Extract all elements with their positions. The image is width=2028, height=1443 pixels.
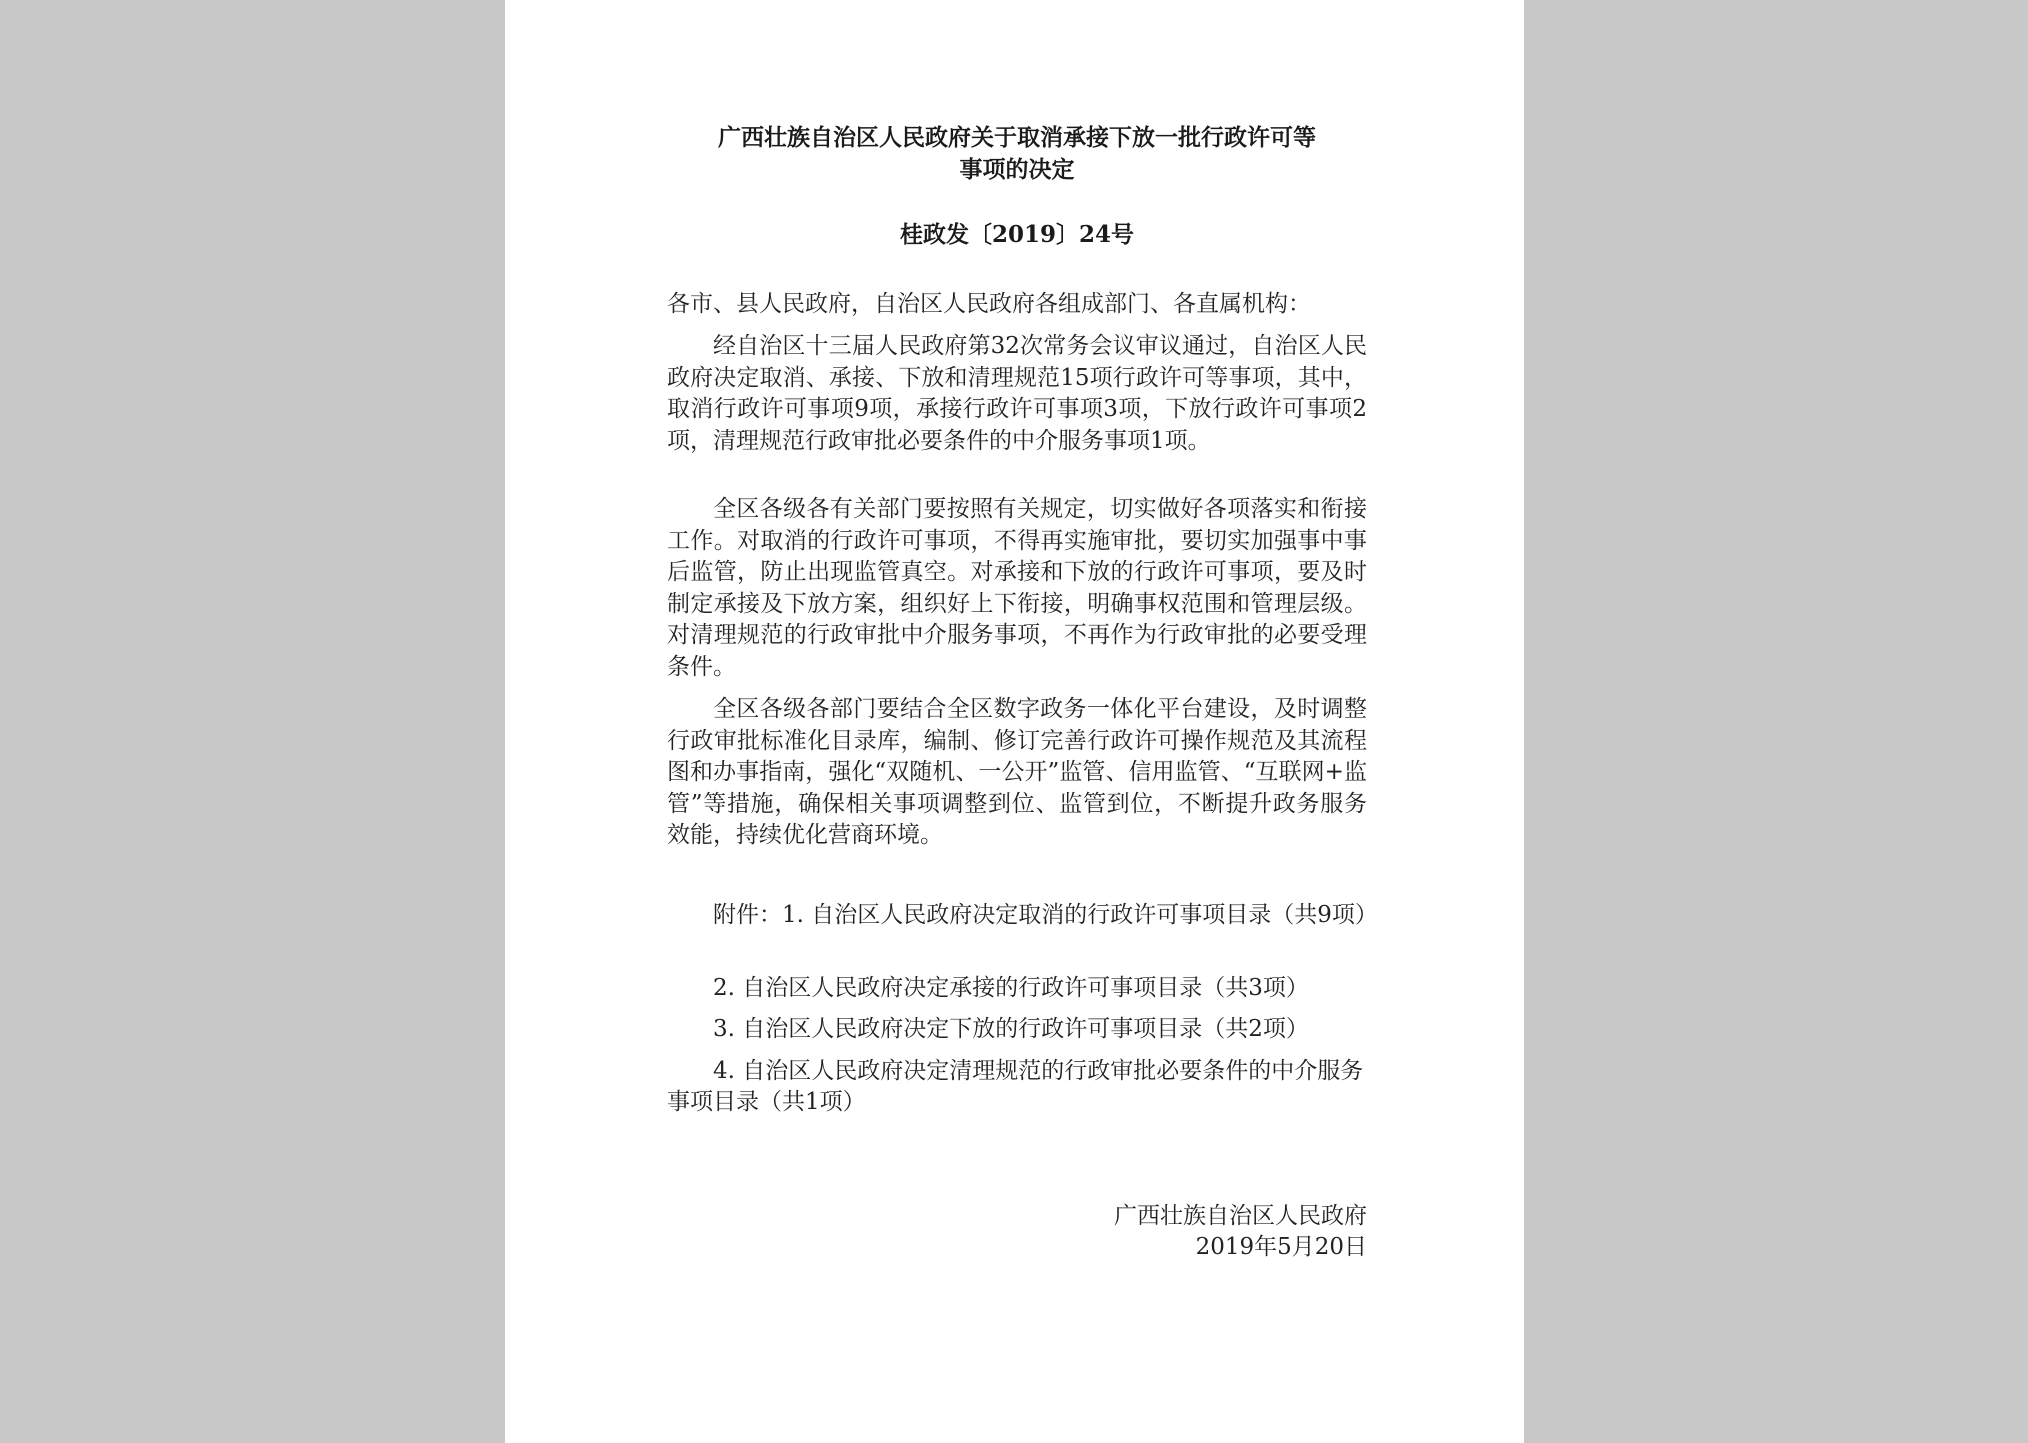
salutation: 各市、县人民政府，自治区人民政府各组成部门、各直属机构： — [667, 291, 1311, 317]
signing-date: 2019年5月20日 — [1195, 1234, 1367, 1260]
document-title — [667, 122, 1367, 186]
document-number: 桂政发〔2019〕24号 — [899, 221, 1135, 248]
attachment-3: 3. 自治区人民政府决定下放的行政许可事项目录（共2项） — [713, 1016, 1309, 1042]
paragraph-3: 全区各级各部门要结合全区数字政务一体化平台建设，及时调整行政审批标准化目录库，编制、修订完善行政许可操作规范及其流程图和办事指南，强化“双随机、一公开”监管、信用监管、“互联网+监管”等措施，确保相关事项调整到位、监管到位，不断提升政务服务效能，持续优化营商环境。 — [667, 696, 1367, 848]
paragraph-1: 经自治区十三届人民政府第32次常务会议审议通过，自治区人民政府决定取消、承接、下放和清理规范15项行政许可等事项，其中，取消行政许可事项9项，承接行政许可事项3项，下放行政许可事项2项，清理规范行政审批必要条件的中介服务事项1项。 — [667, 333, 1367, 454]
paragraph-2: 全区各级各有关部门要按照有关规定，切实做好各项落实和衔接工作。对取消的行政许可事项，不得再实施审批，要切实加强事中事后监管，防止出现监管真空。对承接和下放的行政许可事项，要及时制定承接及下放方案，组织好上下衔接，明确事权范围和管理层级。对清理规范的行政审批中介服务事项，不再作为行政审批的必要受理条件。 — [667, 496, 1367, 680]
signer: 广西壮族自治区人民政府 — [1114, 1203, 1367, 1229]
attachment-2: 2. 自治区人民政府决定承接的行政许可事项目录（共3项） — [713, 975, 1309, 1001]
title-line-2: 事项的决定 — [959, 156, 1075, 183]
attachment-4: 4. 自治区人民政府决定清理规范的行政审批必要条件的中介服务事项目录（共1项） — [667, 1058, 1364, 1115]
attachment-1: 附件：1. 自治区人民政府决定取消的行政许可事项目录（共9项） — [713, 902, 1378, 928]
document-page — [505, 0, 1524, 1443]
title-line-1: 广西壮族自治区人民政府关于取消承接下放一批行政许可等 — [718, 124, 1316, 151]
